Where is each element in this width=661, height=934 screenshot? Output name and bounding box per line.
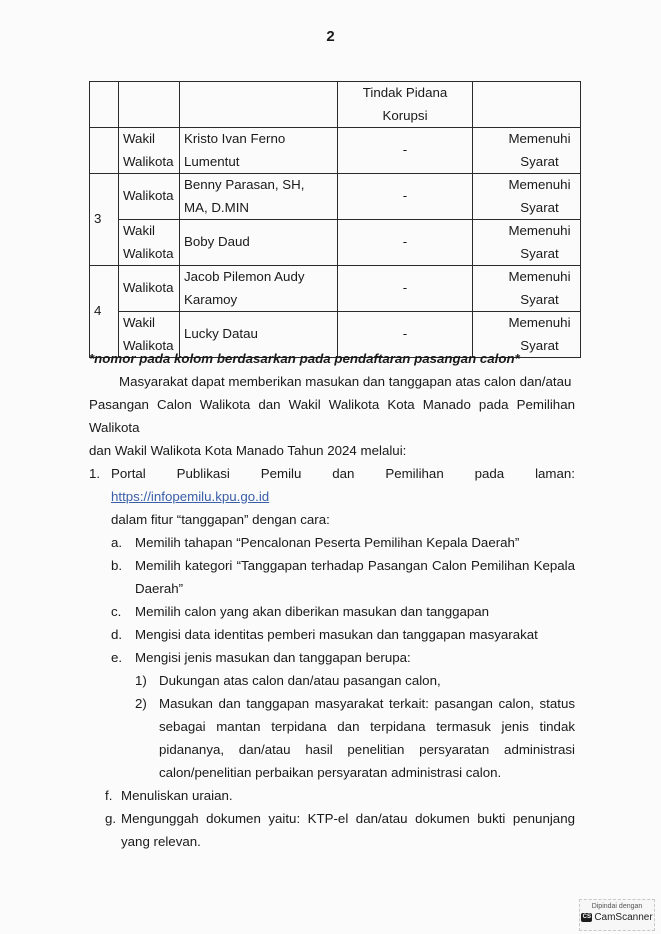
cell-pidana: - <box>338 174 473 220</box>
cell-jabatan: Walikota <box>119 266 180 312</box>
cell-no <box>90 128 119 174</box>
table-row <box>90 174 581 220</box>
cell-pidana-header: Tindak Pidana Korupsi <box>338 82 473 128</box>
cell-jabatan: Wakil Walikota <box>119 312 180 358</box>
cell-nama: Boby Daud <box>180 220 338 266</box>
list-item-d: d. Mengisi data identitas pemberi masukan dan tanggapan masyarakat <box>111 627 538 642</box>
candidate-table <box>89 81 581 358</box>
cell-hasil: Memenuhi Syarat <box>473 174 581 220</box>
cell-pidana: - <box>338 266 473 312</box>
table-row <box>90 266 581 312</box>
cell-nama: Benny Parasan, SH, MA, D.MIN <box>180 174 338 220</box>
cell-hasil: Memenuhi Syarat <box>473 220 581 266</box>
camscanner-watermark: Dipindai dengan CS CamScanner <box>579 899 655 931</box>
cell-no: 3 <box>90 174 119 266</box>
cell-no <box>90 82 119 128</box>
cell-nama <box>180 82 338 128</box>
list-item-f: f. Menuliskan uraian. <box>105 788 233 803</box>
infopemilu-link[interactable]: https://infopemilu.kpu.go.id <box>111 489 270 504</box>
table-row <box>90 128 581 174</box>
cell-jabatan <box>119 82 180 128</box>
list-item-b: b. Memilih kategori “Tanggapan terhadap Pasangan Calon Pemilihan Kepala Daerah” <box>111 558 575 596</box>
cell-nama: Lucky Datau <box>180 312 338 358</box>
cell-pidana: - <box>338 312 473 358</box>
cell-pidana: - <box>338 128 473 174</box>
table-footnote: *nomor pada kolom berdasarkan pada pendaftaran pasangan calon* <box>89 351 520 366</box>
list-item-g: g. Mengunggah dokumen yaitu: KTP-el dan/atau dokumen bukti penunjang yang relevan. <box>105 811 575 849</box>
cell-hasil: Memenuhi Syarat <box>473 266 581 312</box>
intro-paragraph: Masyarakat dapat memberikan masukan dan tanggapan atas calon dan/atau Pasangan Calon Walikota dan Wakil Walikota Kota Manado pada Pemilihan Walikota dan Wakil Walikota Kota Manado Tahun 2024 melalui: <box>89 374 575 458</box>
document-body <box>89 370 575 853</box>
list-item-e: e. Mengisi jenis masukan dan tanggapan berupa: <box>111 650 411 665</box>
list-item-a: a. Memilih tahapan “Pencalonan Peserta Pemilihan Kepala Daerah” <box>111 535 520 550</box>
list-item-e2: 2) Masukan dan tanggapan masyarakat terkait: pasangan calon, status sebagai mantan terpidana dan terpidana termasuk jenis tindak pidananya, dan/atau hasil penelitian persyaratan administrasi calon/penelitian perbaikan persyaratan administrasi calon. <box>135 696 575 780</box>
cell-hasil: Memenuhi Syarat <box>473 128 581 174</box>
list-item-1: 1. Portal Publikasi Pemilu dan Pemilihan pada laman: https://infopemilu.kpu.go.id dalam fitur “tanggapan” dengan cara: <box>89 466 575 527</box>
list-item-e1: 1) Dukungan atas calon dan/atau pasangan calon, <box>135 673 441 688</box>
cell-nama: Kristo Ivan Ferno Lumentut <box>180 128 338 174</box>
cell-nama: Jacob Pilemon Audy Karamoy <box>180 266 338 312</box>
cell-jabatan: Wakil Walikota <box>119 128 180 174</box>
table-header-row <box>90 82 581 128</box>
cell-hasil: Memenuhi Syarat <box>473 312 581 358</box>
table-row <box>90 220 581 266</box>
cell-jabatan: Walikota <box>119 174 180 220</box>
cell-hasil <box>473 82 581 128</box>
cell-pidana: - <box>338 220 473 266</box>
camscanner-logo-icon: CS <box>582 914 591 920</box>
list-item-c: c. Memilih calon yang akan diberikan masukan dan tanggapan <box>111 604 490 619</box>
page-number: 2 <box>326 28 335 45</box>
cell-jabatan: Wakil Walikota <box>119 220 180 266</box>
cell-no: 4 <box>90 266 119 358</box>
